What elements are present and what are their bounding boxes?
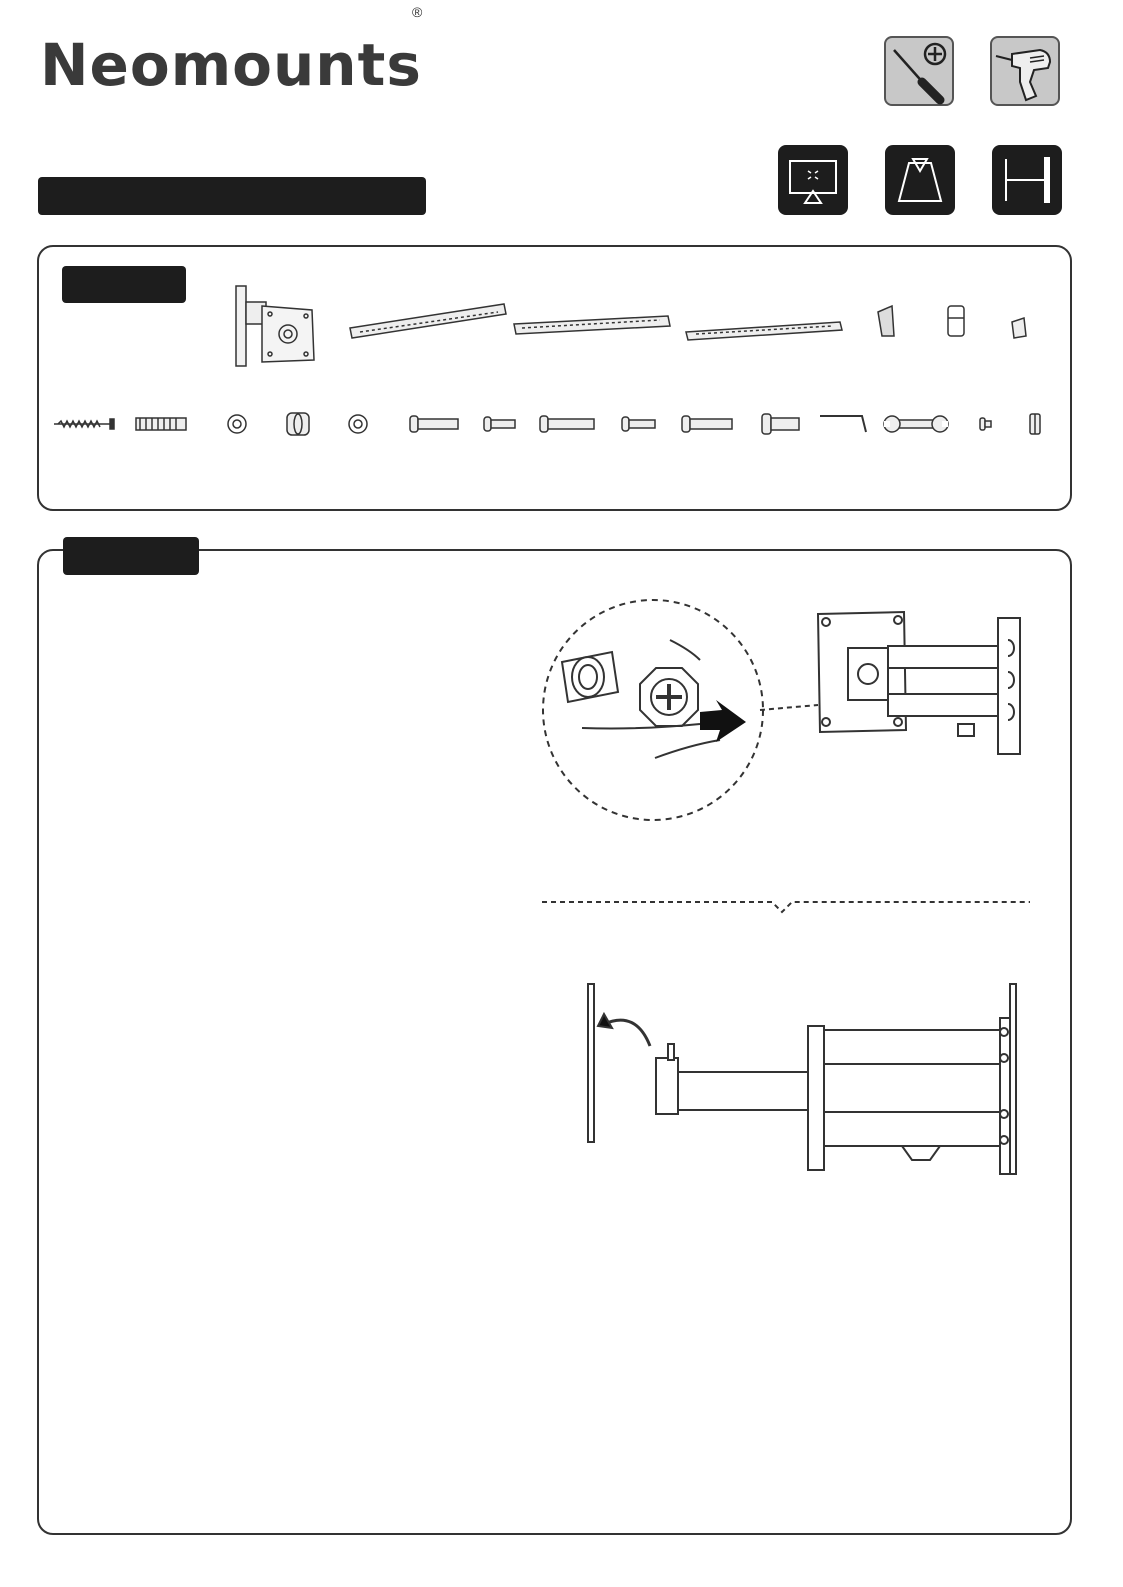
tilt-adjustment-side-view-icon <box>588 984 1016 1174</box>
mount-front-view <box>818 612 1020 754</box>
registered-mark: ® <box>412 4 423 20</box>
brand-name: Neomounts <box>40 31 422 99</box>
loosen-tilt-screw-detail-icon <box>543 600 818 820</box>
